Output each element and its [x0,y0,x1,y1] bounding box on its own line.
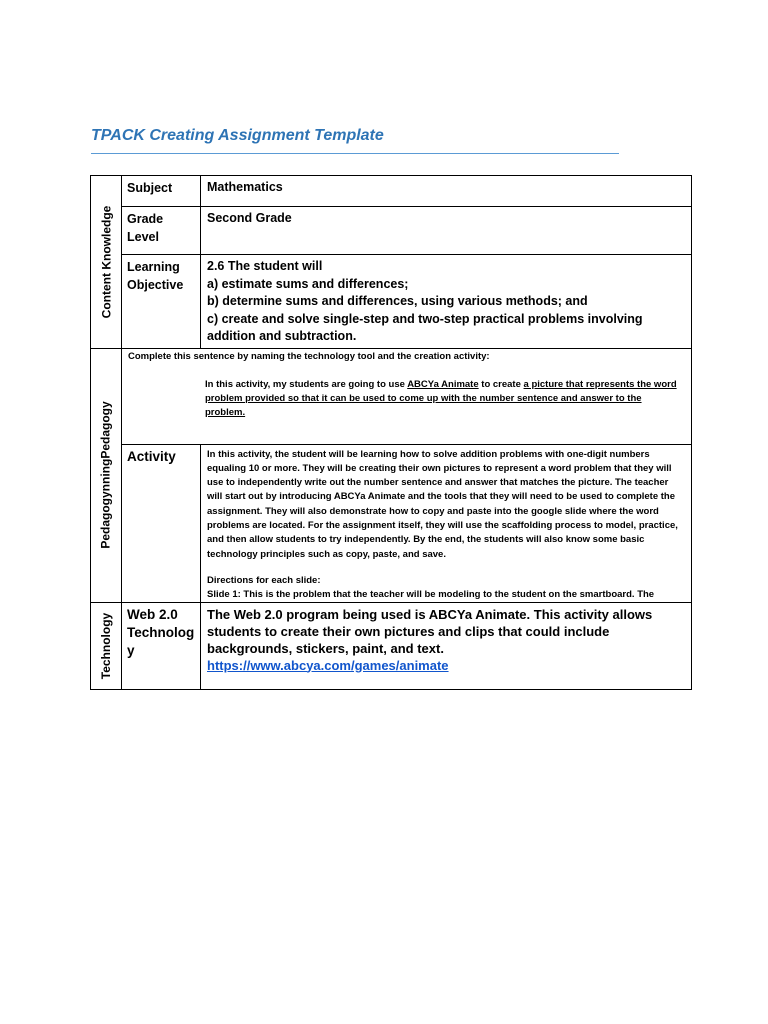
directions-heading: Directions for each slide: [207,574,321,586]
pedagogy-sentence-row [91,348,692,444]
activity-label-cell [122,444,201,602]
activity-description: In this activity, the student will be learning how to solve addition problems with one-digit numbers equaling 10 or more. They will be creating their own pictures to represent a word problem that they will use to independently write out the number sentence and answer that matches the picture. The teacher will start out by introducing ABCYa Animate and the tools that they will need to be used to complete the assignment. They will also demonstrate how to copy and paste into the google slide where the word problems are located. For the assignment itself, they will use the scaffolding process to model, practice, and then allow students to try independently. By the end, the students will also know some basic technology principles such as copy, paste, and save. [207,448,678,560]
activity-label: Activity [127,448,176,464]
subject-row [91,176,692,207]
technology-label: Technology [99,612,114,679]
pedagogy-side [91,348,122,602]
grade-label-cell [122,207,201,255]
pedagogy-sentence [128,378,685,421]
content-knowledge-label: Content Knowledge [99,205,114,319]
tech-label-cell [122,602,201,689]
subject-label-cell [122,176,201,207]
tech-label-line3: y [127,642,135,658]
content-knowledge-side [91,176,122,349]
grade-value: Second Grade [207,211,292,225]
objective-line: b) determine sums and differences, using various methods; and [207,294,588,308]
subject-label: Subject [127,181,173,195]
objective-row [91,255,692,349]
tpack-table [90,175,692,690]
grade-label-line1: Grade [127,212,164,226]
tech-label-line2: Technolog [127,624,195,640]
objective-label-cell [122,255,201,349]
abcya-link[interactable]: https://www.abcya.com/games/animate [207,657,449,673]
objective-label-line1: Learning [127,260,180,274]
objective-label-line2: Objective [127,278,184,292]
grade-row [91,207,692,255]
pedagogy-sentence-cell [122,348,692,444]
document-title: TPACK Creating Assignment Template [91,127,384,144]
slide-1-direction: Slide 1: This is the problem that the teacher will be modeling to the student on the smartboard. The [207,589,655,601]
pedagogy-instruction: Complete this sentence by naming the technology tool and the creation activity: [128,350,490,362]
tech-value-cell [201,602,692,689]
title-underline [91,153,619,154]
creation-activity-text: a picture that represents the word problem provided so that it can be used to come up with the number sentence and answer to the problem. [205,378,677,419]
grade-value-cell [201,207,692,255]
technology-row [91,602,692,689]
pedagogy-label: PedagogynningPedagogy [99,401,114,549]
activity-row [91,444,692,602]
objective-line: a) estimate sums and differences; [207,276,409,291]
tech-label-line1: Web 2.0 [127,606,178,622]
subject-value: Mathematics [207,180,283,194]
objective-value-cell [201,255,692,349]
technology-side [91,602,122,689]
activity-value-cell [201,444,692,602]
sentence-middle: to create [478,378,524,390]
technology-tool-name: ABCYa Animate [407,378,479,390]
activity-description-area [201,445,691,602]
tech-description: The Web 2.0 program being used is ABCYa Animate. This activity allows students to create their own pictures and clips that could include backgrounds, stickers, paint, and text. [207,606,653,656]
objective-line: 2.6 The student will [207,259,323,273]
subject-value-cell [201,176,692,207]
sentence-prefix: In this activity, my students are going to use [205,378,408,390]
grade-label-line2: Level [127,230,159,244]
objective-line: c) create and solve single-step and two-step practical problems involving addition and subtraction. [207,311,643,343]
